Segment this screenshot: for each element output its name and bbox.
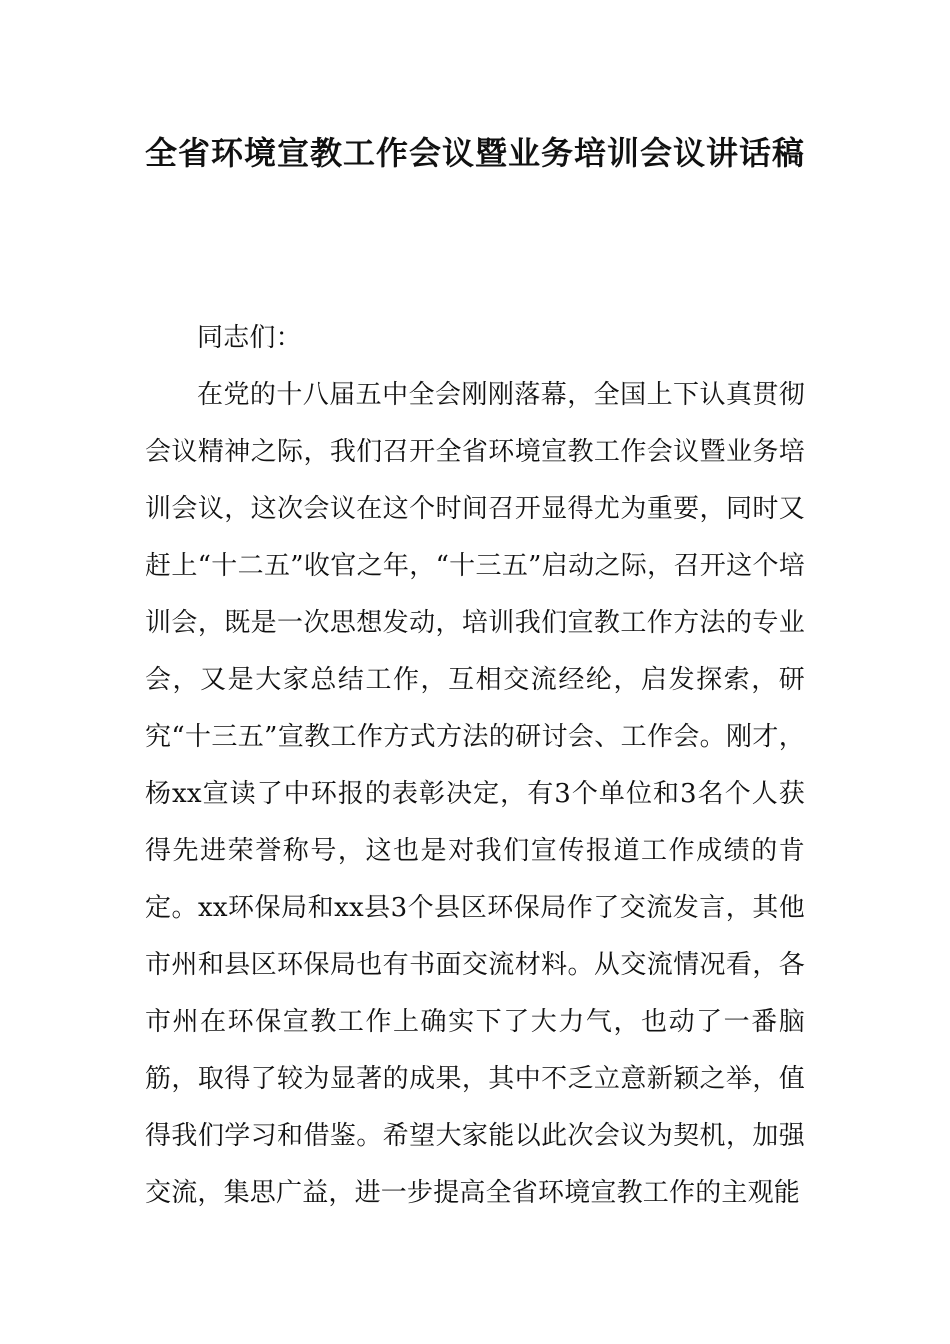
salutation: 同志们： [197, 323, 302, 353]
document-title: 全省环境宣教工作会议暨业务培训会议讲话稿 [144, 134, 805, 172]
body-paragraph: 在党的十八届五中全会刚刚落幕，全国上下认真贯彻会议精神之际，我们召开全省环境宣教工作会议暨业务培训会议，这次会议在这个时间召开显得尤为重要，同时又赶上“十二五”收官之年，“十三五”启动之际，召开这个培训会，既是一次思想发动，培训我们宣教工作方法的专业会，又是大家总结工作，互相交流经纶，启发探索，研究“十三五”宣教工作方式方法的研讨会、工作会。刚才，杨xx宣读了中环报的表彰决定，有3个单位和3名个人获得先进荣誉称号，这也是对我们宣传报道工作成绩的肯定。xx环保局和xx县3个县区环保局作了交流发言，其他市州和县区环保局也有书面交流材料。从交流情况看，各市州在环保宣教工作上确实下了大力气，也动了一番脑筋，取得了较为显著的成果，其中不乏立意新颖之举，值得我们学习和借鉴。希望大家能以此次会议为契机，加强交流，集思广益，进一步提高全省环境宣教工作的主观能 [145, 380, 805, 1208]
document-body [145, 310, 805, 1222]
